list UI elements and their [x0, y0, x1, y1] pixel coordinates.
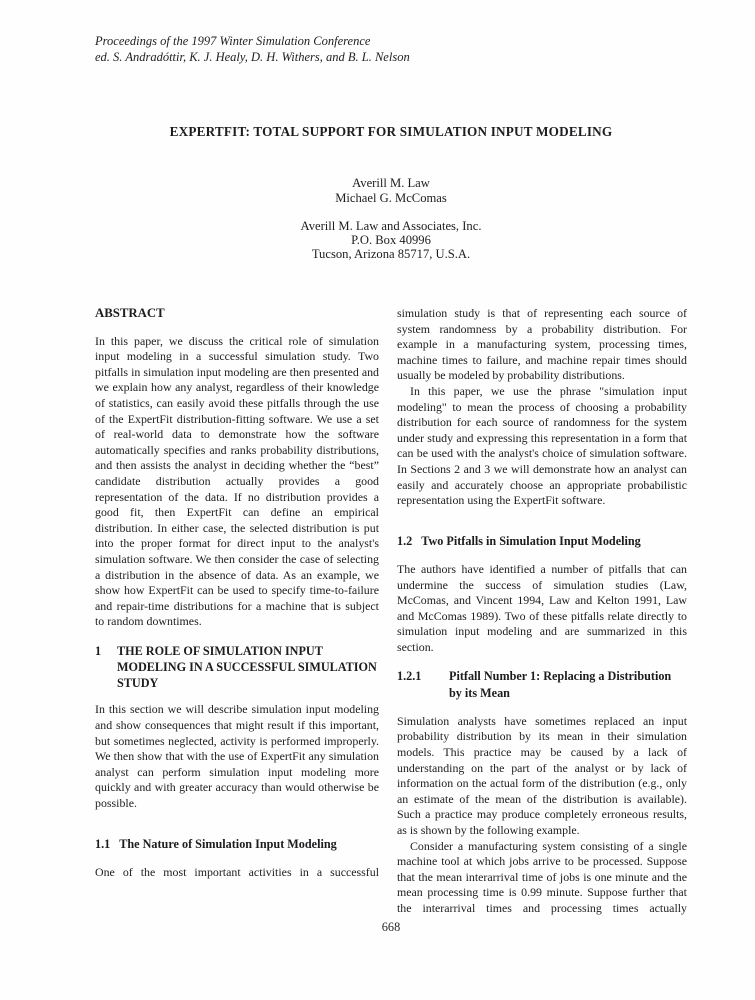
- proceedings-title-line: Proceedings of the 1997 Winter Simulation Conference: [95, 34, 371, 48]
- section-1-paragraph: In this section we will describe simulation input modeling and show consequences that might result if this important, but sometimes neglected, activity is performed improperly. We then show that with the use of ExpertFit any simulation analyst can perform simulation input modeling more quickly and with greater accuracy than would otherwise be possible.: [95, 702, 379, 811]
- section-1-title: THE ROLE OF SIMULATION INPUT MODELING IN A SUCCESSFUL SIMULATION STUDY: [117, 643, 377, 691]
- affiliation-block: [95, 219, 687, 262]
- two-column-body: [95, 306, 687, 917]
- section-1-1-heading: [95, 836, 379, 852]
- section-1-2-title: Two Pitfalls in Simulation Input Modeling: [421, 533, 641, 548]
- page-number: 668: [381, 920, 401, 934]
- affiliation-line: Averill M. Law and Associates, Inc.: [300, 219, 482, 233]
- right-column: [397, 306, 687, 917]
- section-1-2-number: 1.2: [397, 533, 413, 548]
- author-name: Averill M. Law: [352, 176, 430, 190]
- section-1-2-paragraph: The authors have identified a number of pitfalls that can undermine the success of simulation studies (Law, McComas, and Vincent 1994, Law and Kelton 1991, Law and McComas 1989). Two of these pitfalls relate directly to simulation input modeling and are summarized in this section.: [397, 561, 687, 654]
- abstract-text: In this paper, we discuss the critical role of simulation input modeling in a successful simulation study. Two pitfalls in simulation input modeling are then presented and we explain how any analyst, regardless of their knowledge of statistics, can easily avoid these pitfalls through the use of the ExpertFit distribution-fitting software. We use a set of real-world data to demonstrate how the software automatically specifies and ranks probability distributions, and then assists the analyst in deciding whether the “best” candidate distribution actually provides a good representation of the data. If no distribution provides a good fit, then ExpertFit can define an empirical distribution. In either case, the selected distribution is put into the proper format for direct input to the analyst's simulation software. We then consider the case of selecting a distribution in the absence of data. As an example, we show how ExpertFit can be used to specify time-to-failure and repair-time distributions for a machine that is subject to random downtimes.: [95, 333, 379, 629]
- left-column: [95, 306, 379, 917]
- proceedings-header: [95, 34, 410, 65]
- paper-title: EXPERTFIT: TOTAL SUPPORT FOR SIMULATION INPUT MODELING: [169, 124, 613, 139]
- continued-paragraph: simulation study is that of representing each source of system randomness by a probability distribution. For example in a manufacturing system, processing times, machine times to failure, and machine repair times should usually be modeled by probability distributions.: [397, 306, 687, 383]
- section-1-2-heading: [397, 533, 687, 549]
- section-1-heading: [95, 643, 379, 692]
- section-1-1-number: 1.1: [95, 836, 111, 851]
- author-name: Michael G. McComas: [335, 190, 447, 205]
- abstract-heading: ABSTRACT: [95, 306, 165, 320]
- section-1-2-1-heading: [397, 668, 687, 700]
- section-1-number: 1: [95, 643, 102, 658]
- section-1-1-title: The Nature of Simulation Input Modeling: [119, 836, 337, 851]
- affiliation-line: Tucson, Arizona 85717, U.S.A.: [311, 247, 471, 262]
- paragraph: In this paper, we use the phrase "simulation input modeling" to mean the process of choosing a probability distribution for each source of randomness for the system under study and expressing this representation in a form that can be used with the analyst's choice of simulation software. In Sections 2 and 3 we will demonstrate how an analyst can easily and accurately choose an appropriate probabilistic representation using the ExpertFit software.: [397, 383, 687, 508]
- section-1-2-1-paragraph: Simulation analysts have sometimes replaced an input probability distribution by its mean in their simulation models. This practice may be caused by a lack of understanding on the part of the analyst or by lack of information on the actual form of the distribution (e.g., only an estimate of the mean of the distribution is available). Such a practice may produce completely erroneous results, as is shown by the following example.: [397, 713, 687, 838]
- authors-block: [95, 176, 687, 206]
- section-1-2-1-number: 1.2.1: [397, 669, 422, 684]
- editors-line: ed. S. Andradóttir, K. J. Healy, D. H. Withers, and B. L. Nelson: [95, 49, 410, 64]
- affiliation-line: P.O. Box 40996: [351, 233, 431, 248]
- section-1-2-1-paragraph-2: Consider a manufacturing system consisting of a single machine tool at which jobs arrive to be processed. Suppose that the mean interarrival time of jobs is one minute and the mean processing time is 0.99 minute. Suppose further that the interarrival times and processing times actually: [397, 838, 687, 916]
- section-1-1-paragraph: One of the most important activities in a successful: [95, 864, 379, 879]
- section-1-2-1-title: Pitfall Number 1: Replacing a Distribution by its Mean: [449, 669, 672, 700]
